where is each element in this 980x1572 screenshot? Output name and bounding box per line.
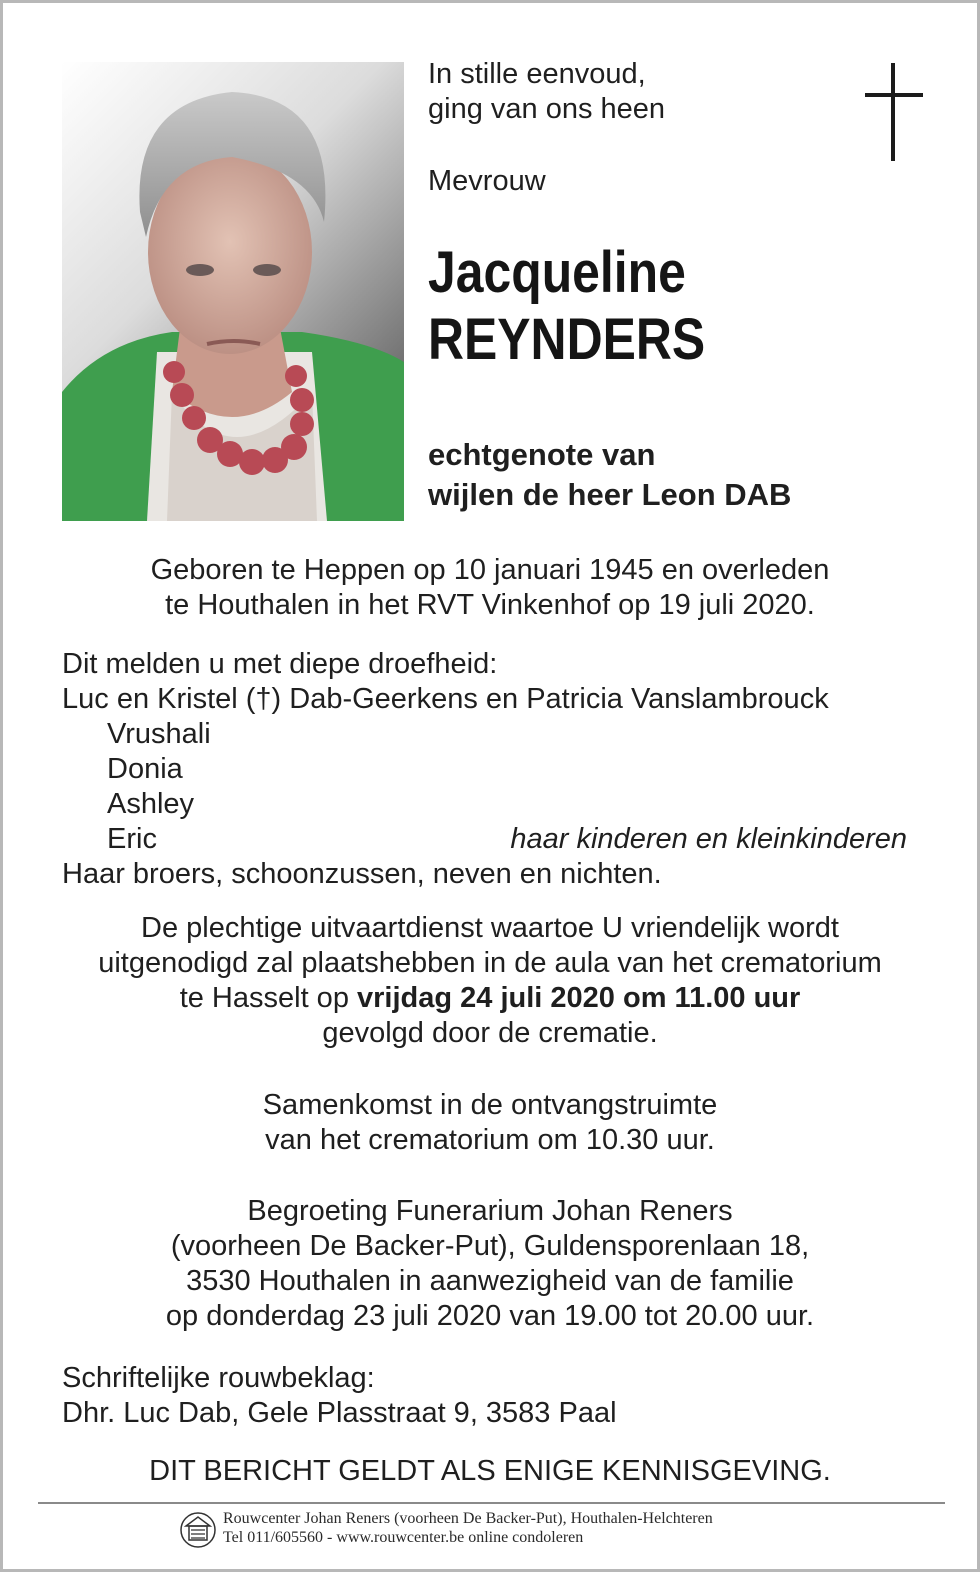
notice-text: DIT BERICHT GELDT ALS ENIGE KENNISGEVING. — [149, 1455, 831, 1487]
grandchild-name: Donia — [107, 753, 183, 785]
intro-text: In stille eenvoud, ging van ons heen — [428, 58, 666, 125]
spouse-info: echtgenote van wijlen de heer Leon DAB — [428, 437, 792, 512]
condolence-address: Schriftelijke rouwbeklag: Dhr. Luc Dab, Gele Plasstraat 9, 3583 Paal — [62, 1362, 617, 1429]
birth-death-text: Geboren te Heppen op 10 januari 1945 en overleden te Houthalen in het RVT Vinkenhof op 19 juli 2020. — [150, 554, 830, 621]
first-name: Jacqueline — [428, 240, 686, 305]
announcement-intro: Dit melden u met diepe droefheid: — [62, 648, 498, 680]
other-family: Haar broers, schoonzussen, neven en nichten. — [62, 858, 662, 890]
gathering-info: Samenkomst in de ontvangstruimte van het crematorium om 10.30 uur. — [262, 1089, 718, 1156]
funeral-home-logo-icon — [179, 1511, 217, 1549]
children-line: Luc en Kristel (†) Dab-Geerkens en Patricia Vanslambrouck — [62, 683, 829, 715]
relation-label: haar kinderen en kleinkinderen — [510, 823, 907, 855]
greeting-info: Begroeting Funerarium Johan Reners (voorheen De Backer-Put), Guldensporenlaan 18, 3530 Houthalen in aanwezigheid van de familie op donderdag 23 juli 2020 van 19.00 tot 20.00 uur. — [165, 1195, 815, 1332]
announcement-block — [62, 647, 829, 717]
service-datetime: vrijdag 24 juli 2020 om 11.00 uur — [357, 982, 801, 1014]
grandchild-name: Ashley — [107, 788, 195, 820]
cross-icon — [865, 63, 923, 161]
footer-text: Rouwcenter Johan Reners (voorheen De Backer-Put), Houthalen-Helchteren Tel 011/605560 - www.rouwcenter.be online condoleren — [223, 1510, 713, 1546]
footer-divider — [38, 1502, 945, 1504]
grandchild-name: Vrushali — [107, 718, 211, 750]
grandchild-name: Eric — [107, 823, 157, 855]
service-details: De plechtige uitvaartdienst waartoe U vriendelijk wordt uitgenodigd zal plaatshebben in de aula van het crematorium te Hasselt op vrijdag 24 juli 2020 om 11.00 uur gevolgd door de crematie. — [98, 912, 882, 1049]
portrait-photo — [62, 62, 404, 521]
honorific: Mevrouw — [428, 165, 546, 197]
last-name: REYNDERS — [428, 307, 706, 372]
deceased-name — [428, 239, 705, 373]
